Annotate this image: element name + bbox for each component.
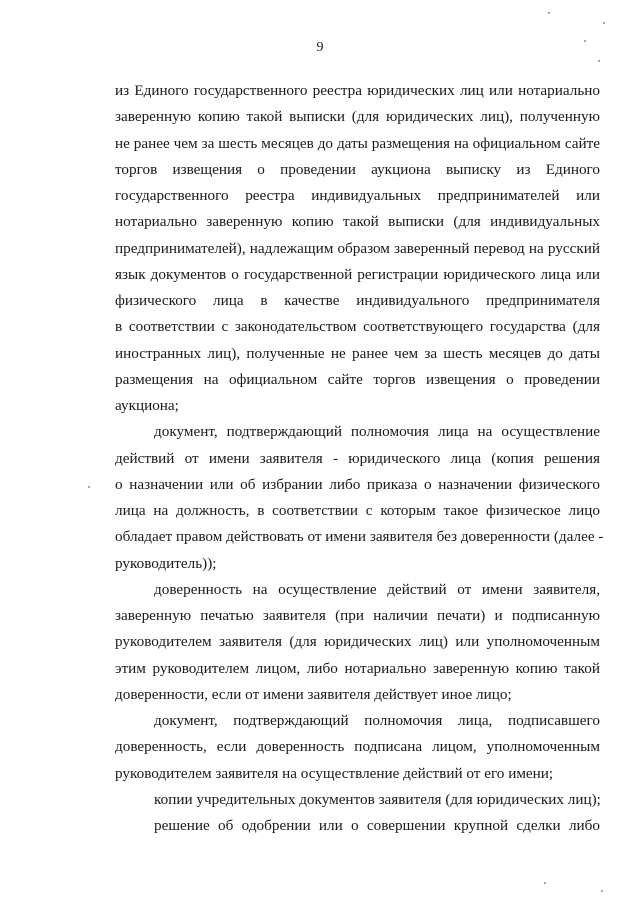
scan-speck — [598, 60, 600, 62]
text-line-content: торгов извещения о проведении аукциона выписку из Единого — [115, 160, 600, 178]
text-line-content: решение об одобрении или о совершении крупной сделки либо — [154, 817, 600, 834]
page-number: 9 — [316, 40, 324, 55]
text-line — [0, 183, 640, 209]
text-line — [0, 367, 640, 393]
text-line — [0, 157, 640, 183]
text-line-content: не ранее чем за шесть месяцев до даты размещения на официальном сайте — [115, 134, 600, 152]
text-line — [0, 629, 640, 655]
text-line-content: доверенность, если доверенность подписана лицом, уполномоченным — [115, 738, 600, 756]
text-line-content: копии учредительных документов заявителя (для юридических лиц); — [154, 790, 601, 808]
text-line-content: аукциона; — [115, 397, 179, 414]
text-line — [0, 472, 640, 498]
text-line-content: из Единого государственного реестра юридических лиц или нотариально — [115, 82, 600, 99]
scan-speck — [601, 890, 603, 892]
text-line-content: обладает правом действовать от имени заявителя без доверенности (далее - — [115, 528, 604, 546]
text-line — [0, 131, 640, 157]
text-line-content: о назначении или об избрании либо приказа о назначении физического — [115, 475, 600, 493]
text-line-content: государственного реестра индивидуальных предпринимателей или — [115, 187, 600, 204]
text-line — [0, 393, 640, 419]
text-line-content: размещения на официальном сайте торгов извещения о проведении — [115, 370, 600, 388]
text-line — [0, 551, 640, 577]
text-line — [0, 761, 640, 787]
text-line-content: документ, подтверждающий полномочия лица на осуществление — [154, 423, 600, 441]
text-line — [0, 498, 640, 524]
text-line-content: действий от имени заявителя - юридического лица (копия решения — [115, 449, 600, 467]
text-line — [0, 262, 640, 288]
text-line — [0, 708, 640, 734]
text-line — [0, 524, 640, 550]
text-line — [0, 656, 640, 682]
text-line-content: физического лица в качестве индивидуального предпринимателя — [115, 292, 600, 309]
text-line-content: лица на должность, в соответствии с которым такое физическое лицо — [115, 502, 600, 519]
text-line — [0, 341, 640, 367]
text-line — [0, 314, 640, 340]
text-line — [0, 209, 640, 235]
text-line-content: заверенную печатью заявителя (при наличии печати) и подписанную — [115, 607, 600, 624]
text-line — [0, 603, 640, 629]
text-line-content: документ, подтверждающий полномочия лица, подписавшего — [154, 712, 600, 729]
text-line-content: нотариально заверенную копию такой выписки (для индивидуальных — [115, 213, 600, 231]
text-line-content: руководителем заявителя (для юридических лиц) или уполномоченным — [115, 633, 600, 651]
text-line-content: доверенности, если от имени заявителя действует иное лицо; — [115, 685, 512, 703]
text-line — [0, 236, 640, 262]
text-line — [0, 577, 640, 603]
text-line — [0, 288, 640, 314]
document-body — [0, 78, 640, 839]
scan-speck — [584, 40, 586, 42]
text-line-content: предпринимателей), надлежащим образом заверенный перевод на русский — [115, 239, 600, 257]
text-line — [0, 682, 640, 708]
text-line-content: доверенность на осуществление действий от имени заявителя, — [154, 580, 600, 598]
text-line-content: в соответствии с законодательством соответствующего государства (для — [115, 318, 600, 336]
text-line-content: язык документов о государственной регистрации юридического лица или — [115, 265, 600, 283]
text-line-content: заверенную копию такой выписки (для юридических лиц), полученную — [115, 108, 600, 126]
text-line — [0, 787, 640, 813]
text-line — [0, 734, 640, 760]
text-line — [0, 419, 640, 445]
scan-speck — [603, 22, 605, 24]
text-line-content: руководителем заявителя на осуществление действий от его имени; — [115, 764, 554, 782]
text-line-content: этим руководителем лицом, либо нотариально заверенную копию такой — [115, 659, 600, 677]
scan-speck — [544, 882, 546, 884]
text-line-content: руководитель)); — [115, 554, 217, 572]
scan-speck — [88, 486, 90, 488]
text-line — [0, 446, 640, 472]
text-line-content: иностранных лиц), полученные не ранее чем за шесть месяцев до даты — [115, 344, 600, 362]
text-line — [0, 813, 640, 839]
scan-speck — [548, 12, 550, 14]
text-line — [0, 104, 640, 130]
text-line — [0, 78, 640, 104]
